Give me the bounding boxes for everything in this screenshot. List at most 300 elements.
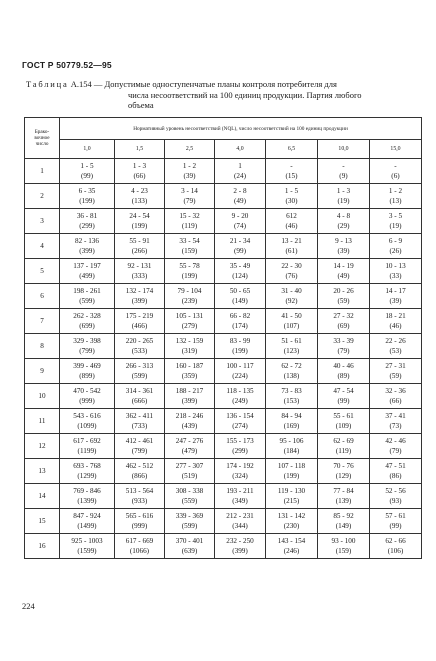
sample-size: (344): [232, 522, 248, 530]
plan-cell: [318, 234, 370, 259]
acceptance-range: 79 - 104: [177, 287, 202, 295]
plan-cell: [215, 484, 266, 509]
acceptance-range: 47 - 54: [333, 387, 354, 395]
table-row: [25, 534, 422, 559]
plan-cell: [370, 334, 422, 359]
plan-cell: [115, 209, 165, 234]
sample-size: (733): [131, 422, 148, 430]
acceptance-range: 329 - 398: [73, 337, 101, 345]
sample-size: (699): [79, 322, 95, 330]
rejection-number-cell: 5: [25, 259, 60, 284]
plan-cell: [370, 259, 422, 284]
sample-size: (93): [389, 497, 402, 505]
sample-size: (53): [389, 347, 402, 355]
acceptance-range: 47 - 51: [385, 462, 406, 470]
acceptance-range: 4 - 23: [131, 187, 148, 195]
plan-cell: [318, 434, 370, 459]
acceptance-range: 232 - 250: [226, 537, 254, 545]
acceptance-range: 33 - 39: [333, 337, 354, 345]
acceptance-range: 612: [286, 212, 297, 220]
acceptance-range: 22 - 30: [281, 262, 302, 270]
sample-size: (99): [234, 247, 246, 255]
sample-size: (399): [181, 397, 198, 405]
plan-cell: [165, 209, 215, 234]
sample-size: (174): [232, 322, 248, 330]
sampling-plans-table: [24, 117, 422, 559]
plan-cell: [370, 409, 422, 434]
acceptance-range: 462 - 512: [125, 462, 154, 470]
acceptance-range: 36 - 81: [76, 212, 98, 220]
sample-size: (324): [232, 472, 248, 480]
rejection-number-cell: 15: [25, 509, 60, 534]
row-header-line: Брако-: [34, 129, 50, 135]
nql-column-header: 2,5: [165, 140, 215, 159]
plan-cell: [165, 509, 215, 534]
plan-cell: [115, 159, 165, 184]
rejection-number-cell: 8: [25, 334, 60, 359]
plan-cell: [60, 384, 115, 409]
sample-size: (74): [234, 222, 246, 230]
plan-cell: [266, 234, 318, 259]
acceptance-range: 262 - 328: [73, 312, 101, 320]
acceptance-range: 4 - 8: [336, 212, 351, 220]
acceptance-range: 93 - 100: [331, 537, 356, 545]
plan-cell: [318, 384, 370, 409]
sample-size: (69): [337, 322, 350, 330]
plan-cell: [318, 459, 370, 484]
sample-size: (230): [283, 522, 300, 530]
plan-cell: [165, 434, 215, 459]
sample-size: (13): [389, 197, 402, 205]
plan-cell: [266, 309, 318, 334]
sample-size: (49): [337, 272, 350, 280]
caption-text-1: А.154 — Допустимые одноступенчатые планы контроля потребителя для: [70, 79, 337, 89]
plan-cell: [215, 259, 266, 284]
plan-cell: [60, 209, 115, 234]
sample-size: (46): [389, 322, 402, 330]
sample-size: (99): [337, 397, 350, 405]
acceptance-range: 9 - 20: [231, 212, 249, 220]
caption-label: Таблица: [26, 79, 69, 89]
page-number: 224: [22, 601, 35, 611]
rejection-number-cell: 16: [25, 534, 60, 559]
plan-cell: [215, 534, 266, 559]
acceptance-range: 160 - 187: [175, 362, 204, 370]
nql-column-header: 6,5: [266, 140, 318, 159]
acceptance-range: 52 - 56: [385, 487, 406, 495]
table-caption: [26, 79, 420, 111]
acceptance-range: 55 - 78: [179, 262, 200, 270]
acceptance-range: 3 - 14: [181, 187, 198, 195]
sample-size: (299): [232, 447, 248, 455]
sample-size: (79): [183, 197, 196, 205]
plan-cell: [215, 234, 266, 259]
acceptance-range: -: [290, 162, 293, 170]
plan-cell: [60, 334, 115, 359]
plan-cell: [115, 309, 165, 334]
plan-cell: [60, 234, 115, 259]
plan-cell: [318, 484, 370, 509]
table-row: [25, 384, 422, 409]
plan-cell: [266, 209, 318, 234]
sample-size: (149): [232, 297, 248, 305]
table-row: [25, 334, 422, 359]
plan-cell: [266, 334, 318, 359]
acceptance-range: -: [394, 162, 397, 170]
acceptance-range: 693 - 768: [73, 462, 101, 470]
plan-cell: [215, 359, 266, 384]
sample-size: (399): [79, 247, 95, 255]
acceptance-range: 6 - 35: [78, 187, 96, 195]
sample-size: (33): [389, 272, 402, 280]
plan-cell: [370, 459, 422, 484]
sample-size: (79): [337, 347, 350, 355]
acceptance-range: 40 - 46: [333, 362, 354, 370]
plan-cell: [266, 409, 318, 434]
plan-cell: [370, 309, 422, 334]
acceptance-range: 399 - 469: [73, 362, 101, 370]
plan-cell: [266, 434, 318, 459]
sample-size: (599): [131, 372, 148, 380]
acceptance-range: 92 - 131: [127, 262, 152, 270]
plan-cell: [266, 259, 318, 284]
acceptance-range: 513 - 564: [125, 487, 154, 495]
plan-cell: [165, 534, 215, 559]
sample-size: (149): [335, 522, 352, 530]
acceptance-range: 13 - 21: [281, 237, 302, 245]
plan-cell: [115, 459, 165, 484]
plan-cell: [115, 534, 165, 559]
plan-cell: [115, 509, 165, 534]
plan-cell: [165, 409, 215, 434]
sample-size: (129): [335, 472, 352, 480]
acceptance-range: 84 - 94: [281, 412, 302, 420]
plan-cell: [215, 434, 266, 459]
rejection-number-cell: 12: [25, 434, 60, 459]
acceptance-range: 218 - 246: [175, 412, 204, 420]
plan-cell: [266, 359, 318, 384]
table-row: [25, 184, 422, 209]
acceptance-range: 15 - 32: [179, 212, 200, 220]
sample-size: (999): [131, 522, 148, 530]
sample-size: (76): [285, 272, 298, 280]
sample-size: (466): [131, 322, 148, 330]
sample-size: (59): [389, 372, 402, 380]
sample-size: (92): [285, 297, 298, 305]
acceptance-range: 617 - 669: [125, 537, 154, 545]
plan-cell: [165, 459, 215, 484]
plan-cell: [318, 159, 370, 184]
acceptance-range: 1 - 5: [80, 162, 94, 170]
sample-size: (107): [283, 322, 300, 330]
plan-cell: [165, 484, 215, 509]
sample-size: (59): [337, 297, 350, 305]
acceptance-range: 136 - 154: [226, 412, 254, 420]
plan-cell: [318, 259, 370, 284]
sample-size: (123): [283, 347, 300, 355]
plan-cell: [318, 309, 370, 334]
acceptance-range: 1 - 2: [182, 162, 197, 170]
acceptance-range: 22 - 26: [385, 337, 406, 345]
acceptance-range: 55 - 91: [129, 237, 150, 245]
acceptance-range: 6 - 9: [388, 237, 403, 245]
plan-cell: [215, 209, 266, 234]
acceptance-range: 543 - 616: [73, 412, 101, 420]
acceptance-range: 174 - 192: [226, 462, 254, 470]
plan-cell: [370, 184, 422, 209]
rejection-number-cell: 3: [25, 209, 60, 234]
plan-cell: [370, 384, 422, 409]
table-row: [25, 434, 422, 459]
sample-size: (15): [285, 172, 298, 180]
plan-cell: [60, 309, 115, 334]
sample-size: (199): [181, 272, 198, 280]
acceptance-range: 1 - 5: [284, 187, 299, 195]
acceptance-range: 119 - 130: [277, 487, 306, 495]
sample-size: (153): [283, 397, 300, 405]
plan-cell: [115, 359, 165, 384]
rejection-number-cell: 6: [25, 284, 60, 309]
plan-cell: [370, 209, 422, 234]
sample-size: (1199): [77, 447, 97, 455]
plan-cell: [115, 234, 165, 259]
sample-size: (184): [283, 447, 300, 455]
sample-size: (439): [181, 422, 198, 430]
plan-cell: [60, 159, 115, 184]
acceptance-range: 1 - 3: [132, 162, 147, 170]
sample-size: (239): [181, 297, 198, 305]
acceptance-range: 565 - 616: [125, 512, 154, 520]
sample-size: (479): [181, 447, 198, 455]
rejection-number-cell: 11: [25, 409, 60, 434]
acceptance-range: 66 - 82: [229, 312, 251, 320]
rejection-number-cell: 13: [25, 459, 60, 484]
row-header-line: число: [35, 141, 49, 147]
nql-column-header: 10,0: [318, 140, 370, 159]
plan-cell: [370, 534, 422, 559]
plan-cell: [165, 234, 215, 259]
table-row: [25, 359, 422, 384]
table-row: [25, 209, 422, 234]
acceptance-range: 27 - 32: [333, 312, 354, 320]
sample-size: (159): [335, 547, 352, 555]
table-row: [25, 309, 422, 334]
sample-size: (224): [232, 372, 248, 380]
acceptance-range: 847 - 924: [73, 512, 101, 520]
plan-cell: [370, 234, 422, 259]
sample-size: (246): [283, 547, 300, 555]
sample-size: (99): [81, 172, 93, 180]
plan-cell: [165, 284, 215, 309]
plan-cell: [215, 384, 266, 409]
plan-cell: [215, 409, 266, 434]
nql-column-header: 1,5: [115, 140, 165, 159]
nql-column-headers: [25, 140, 422, 159]
sample-size: (249): [232, 397, 248, 405]
sample-size: (99): [389, 522, 402, 530]
plan-cell: [266, 184, 318, 209]
plan-cell: [370, 484, 422, 509]
acceptance-range: 212 - 231: [226, 512, 254, 520]
acceptance-range: 14 - 19: [333, 262, 354, 270]
acceptance-range: 32 - 36: [385, 387, 406, 395]
table-row: [25, 509, 422, 534]
plan-cell: [318, 359, 370, 384]
plan-cell: [60, 534, 115, 559]
sample-size: (24): [234, 172, 246, 180]
acceptance-range: 137 - 197: [73, 262, 101, 270]
acceptance-range: 155 - 173: [226, 437, 254, 445]
rejection-number-cell: 1: [25, 159, 60, 184]
sample-size: (359): [181, 372, 198, 380]
plan-cell: [60, 484, 115, 509]
table-body: [25, 159, 422, 559]
plan-cell: [165, 309, 215, 334]
acceptance-range: 925 - 1003: [71, 537, 103, 545]
sample-size: (26): [389, 247, 402, 255]
acceptance-range: 188 - 217: [175, 387, 204, 395]
sample-size: (66): [389, 397, 402, 405]
plan-cell: [60, 409, 115, 434]
plan-cell: [370, 159, 422, 184]
acceptance-range: 41 - 50: [281, 312, 302, 320]
plan-cell: [318, 509, 370, 534]
plan-cell: [60, 259, 115, 284]
sample-size: (66): [133, 172, 146, 180]
plan-cell: [266, 159, 318, 184]
plan-cell: [60, 434, 115, 459]
sample-size: (19): [389, 222, 402, 230]
standard-header: ГОСТ Р 50779.52—95: [22, 60, 112, 70]
rejection-number-cell: 14: [25, 484, 60, 509]
plan-cell: [115, 484, 165, 509]
sample-size: (124): [232, 272, 248, 280]
sample-size: (399): [232, 547, 248, 555]
acceptance-range: 10 - 13: [385, 262, 406, 270]
plan-cell: [215, 459, 266, 484]
acceptance-range: 105 - 131: [175, 312, 204, 320]
acceptance-range: 62 - 69: [333, 437, 354, 445]
plan-cell: [266, 484, 318, 509]
acceptance-range: 20 - 26: [333, 287, 354, 295]
plan-cell: [115, 284, 165, 309]
acceptance-range: 55 - 61: [333, 412, 354, 420]
sample-size: (9): [339, 172, 348, 180]
sample-size: (933): [131, 497, 148, 505]
caption-text-2: числа несоответствий на 100 единиц продукции. Партия любого: [128, 89, 362, 100]
sample-size: (133): [131, 197, 148, 205]
acceptance-range: 314 - 361: [125, 387, 154, 395]
plan-cell: [266, 384, 318, 409]
table-row: [25, 459, 422, 484]
nql-column-header: 4,0: [215, 140, 266, 159]
sample-size: (559): [181, 497, 198, 505]
rejection-number-cell: 4: [25, 234, 60, 259]
sample-size: (30): [285, 197, 298, 205]
sample-size: (199): [79, 197, 95, 205]
acceptance-range: 362 - 411: [125, 412, 154, 420]
acceptance-range: 14 - 17: [385, 287, 406, 295]
acceptance-range: 95 - 106: [279, 437, 304, 445]
rejection-number-cell: 7: [25, 309, 60, 334]
acceptance-range: 131 - 142: [277, 512, 306, 520]
acceptance-range: 18 - 21: [385, 312, 406, 320]
acceptance-range: 1: [238, 162, 242, 170]
plan-cell: [266, 534, 318, 559]
plan-cell: [318, 184, 370, 209]
plan-cell: [165, 359, 215, 384]
sample-size: (109): [335, 422, 352, 430]
acceptance-range: 82 - 136: [75, 237, 99, 245]
rejection-number-cell: 10: [25, 384, 60, 409]
acceptance-range: 50 - 65: [229, 287, 251, 295]
acceptance-range: 247 - 276: [175, 437, 204, 445]
acceptance-range: 100 - 117: [226, 362, 254, 370]
table-row: [25, 159, 422, 184]
acceptance-range: 70 - 76: [333, 462, 354, 470]
acceptance-range: 2 - 8: [233, 187, 247, 195]
rejection-number-header: [25, 118, 60, 159]
sample-size: (519): [181, 472, 198, 480]
acceptance-range: 132 - 159: [175, 337, 204, 345]
sample-size: (89): [337, 372, 350, 380]
plan-cell: [266, 459, 318, 484]
nql-span-header: Нормативный уровень несоответствий (NQL), число несоответствий на 100 единиц продукции: [60, 118, 422, 140]
sample-size: (666): [131, 397, 148, 405]
acceptance-range: 37 - 41: [385, 412, 406, 420]
plan-cell: [115, 184, 165, 209]
plan-cell: [165, 334, 215, 359]
plan-cell: [165, 384, 215, 409]
sample-size: (274): [232, 422, 248, 430]
plan-cell: [318, 334, 370, 359]
row-header-line: вочное: [34, 135, 50, 141]
sample-size: (799): [131, 447, 148, 455]
acceptance-range: 412 - 461: [125, 437, 154, 445]
plan-cell: [370, 284, 422, 309]
plan-cell: [165, 159, 215, 184]
sample-size: (599): [79, 297, 95, 305]
acceptance-range: 73 - 83: [281, 387, 302, 395]
acceptance-range: 62 - 66: [385, 537, 406, 545]
sample-size: (119): [335, 447, 352, 455]
table-row: [25, 409, 422, 434]
acceptance-range: 3 - 5: [388, 212, 403, 220]
sample-size: (73): [389, 422, 402, 430]
acceptance-range: 77 - 84: [333, 487, 354, 495]
plan-cell: [215, 159, 266, 184]
plan-cell: [266, 284, 318, 309]
nql-column-header: 15,0: [370, 140, 422, 159]
sample-size: (39): [183, 172, 196, 180]
sample-size: (533): [131, 347, 148, 355]
plan-cell: [60, 184, 115, 209]
acceptance-range: 21 - 34: [229, 237, 251, 245]
nql-column-header: 1,0: [60, 140, 115, 159]
acceptance-range: 266 - 313: [125, 362, 154, 370]
acceptance-range: 57 - 61: [385, 512, 406, 520]
sample-size: (6): [391, 172, 400, 180]
plan-cell: [215, 334, 266, 359]
sample-size: (79): [389, 447, 402, 455]
sample-size: (266): [131, 247, 148, 255]
acceptance-range: 175 - 219: [125, 312, 154, 320]
sample-size: (29): [337, 222, 350, 230]
acceptance-range: 769 - 846: [73, 487, 101, 495]
sample-size: (299): [79, 222, 95, 230]
sample-size: (1399): [77, 497, 97, 505]
acceptance-range: 31 - 40: [281, 287, 302, 295]
